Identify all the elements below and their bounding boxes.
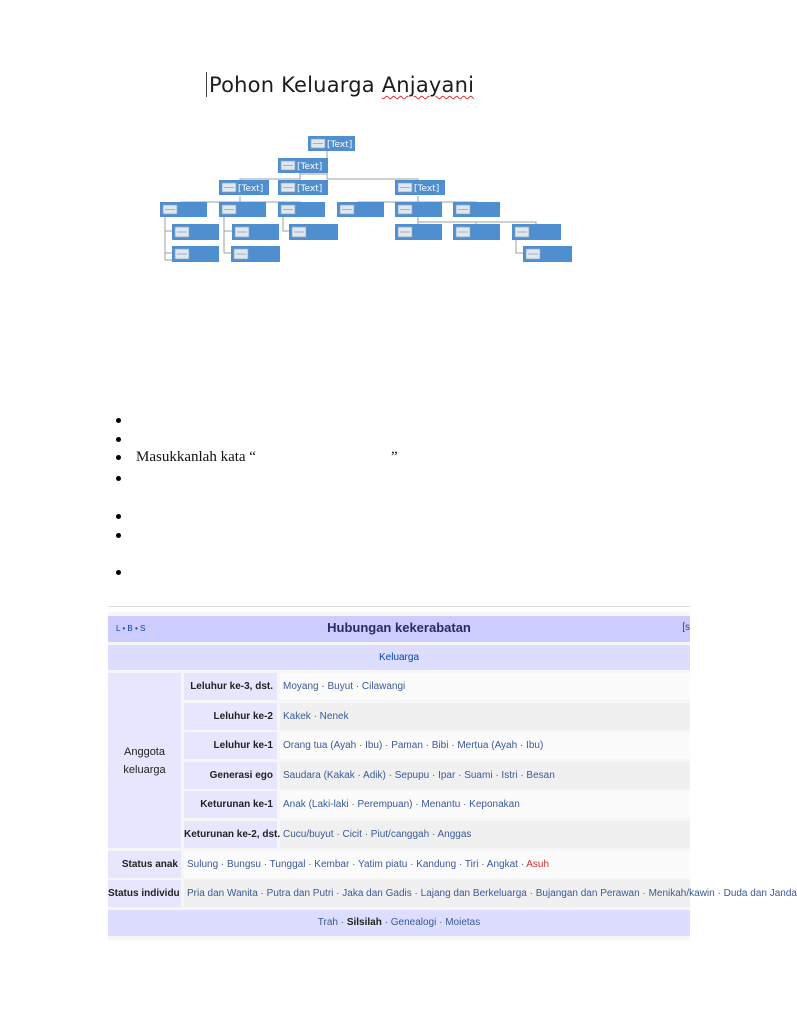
status-anak-label: Status anak	[108, 851, 181, 878]
org-node[interactable]	[395, 180, 445, 195]
org-node[interactable]	[337, 202, 384, 217]
member-row-label: Leluhur ke-2	[184, 703, 277, 730]
status-anak-row	[108, 851, 690, 878]
org-node[interactable]	[395, 202, 442, 217]
org-node[interactable]	[172, 246, 219, 262]
table-top-rule	[108, 606, 690, 607]
status-anak-links[interactable]: Sulung · Bungsu · Tunggal · Kembar · Yatim piatu · Kandung · Tiri · Angkat ·	[187, 859, 527, 870]
member-row-label: Keturunan ke-1	[184, 791, 277, 818]
member-row-label: Leluhur ke-1	[184, 732, 277, 759]
bullet-item	[116, 527, 136, 544]
group-heading-keluarga[interactable]: Keluarga	[108, 645, 690, 670]
kinship-navbox	[108, 612, 797, 940]
bullet-dot	[116, 514, 121, 519]
bullet-item	[116, 508, 136, 525]
org-node[interactable]	[232, 224, 279, 240]
status-anak-values[interactable]	[184, 851, 690, 878]
bullet-dot	[116, 418, 121, 423]
member-row-values[interactable]: Cucu/buyut · Cicit · Piut/canggah · Anggas	[280, 821, 690, 848]
bullet-item	[116, 431, 136, 448]
footer-links-pre[interactable]: Trah ·	[317, 917, 347, 928]
show-toggle[interactable]: [s	[682, 622, 690, 633]
status-individu-row	[108, 880, 797, 907]
footer-links-post[interactable]: · Genealogi · Moietas	[381, 917, 481, 928]
member-row-values[interactable]: Orang tua (Ayah · Ibu) · Paman · Bibi · Mertua (Ayah · Ibu)	[280, 732, 690, 759]
status-anak-redlink[interactable]: Asuh	[526, 859, 550, 870]
org-node[interactable]	[512, 224, 561, 240]
org-node[interactable]	[523, 246, 572, 262]
org-node[interactable]	[219, 202, 266, 217]
footer-current-page: Silsilah	[346, 917, 382, 928]
org-node[interactable]	[308, 136, 355, 151]
org-node[interactable]	[278, 202, 325, 217]
anggota-line1: Anggota	[124, 745, 165, 758]
bullet-item	[116, 412, 136, 429]
org-node[interactable]	[278, 158, 328, 173]
vbe-links[interactable]: L • B • S	[116, 624, 146, 633]
member-row-label: Keturunan ke-2, dst.	[184, 821, 277, 848]
org-chart[interactable]	[0, 0, 768, 280]
navbox-footer	[108, 910, 690, 936]
bullet-item	[116, 449, 398, 466]
bullet-dot	[116, 455, 121, 460]
title-main: Pohon Keluarga	[209, 73, 382, 97]
title-misspelled-word: Anjayani	[381, 73, 475, 97]
org-node-label: [Text]	[297, 162, 323, 172]
bullet-text-prefix: Masukkanlah kata “	[136, 449, 256, 465]
member-row-values[interactable]: Anak (Laki-laki · Perempuan) · Menantu · Keponakan	[280, 791, 690, 818]
org-node-label: [Text]	[238, 184, 264, 194]
member-row-values[interactable]: Kakek · Nenek	[280, 703, 690, 730]
bullet-dot	[116, 476, 121, 481]
org-node[interactable]	[395, 224, 442, 240]
org-node[interactable]	[172, 224, 219, 240]
org-node[interactable]	[160, 202, 207, 217]
org-node-label: [Text]	[327, 140, 353, 150]
bullet-text-suffix: ”	[390, 449, 398, 465]
status-individu-values[interactable]: Pria dan Wanita · Putra dan Putri · Jaka dan Gadis · Lajang dan Berkeluarga · Bujangan dan Perawan · Menikah/kawin · Duda dan Janda	[184, 880, 690, 907]
bullet-dot	[116, 570, 121, 575]
org-node[interactable]	[453, 202, 500, 217]
navbox-title[interactable]: Hubungan kekerabatan	[327, 620, 471, 635]
member-row-values[interactable]: Moyang · Buyut · Cilawangi	[280, 673, 690, 700]
org-node[interactable]	[278, 180, 328, 195]
navbox-header	[108, 616, 690, 642]
bullet-item	[116, 564, 136, 581]
org-node[interactable]	[231, 246, 280, 262]
member-row-label: Leluhur ke-3, dst.	[184, 673, 277, 700]
bullet-dot	[116, 533, 121, 538]
org-node[interactable]	[289, 224, 338, 240]
anggota-line2: keluarga	[123, 763, 166, 776]
bullet-dot	[116, 437, 121, 442]
org-node[interactable]	[453, 224, 500, 240]
org-node-label: [Text]	[297, 184, 323, 194]
anggota-keluarga-label	[108, 673, 181, 848]
member-row-label: Generasi ego	[184, 762, 277, 789]
org-node-label: [Text]	[414, 184, 440, 194]
org-node[interactable]	[219, 180, 269, 195]
member-row-values[interactable]: Saudara (Kakak · Adik) · Sepupu · Ipar · Suami · Istri · Besan	[280, 762, 690, 789]
bullet-item	[116, 470, 136, 487]
status-individu-label: Status individu	[108, 880, 181, 907]
